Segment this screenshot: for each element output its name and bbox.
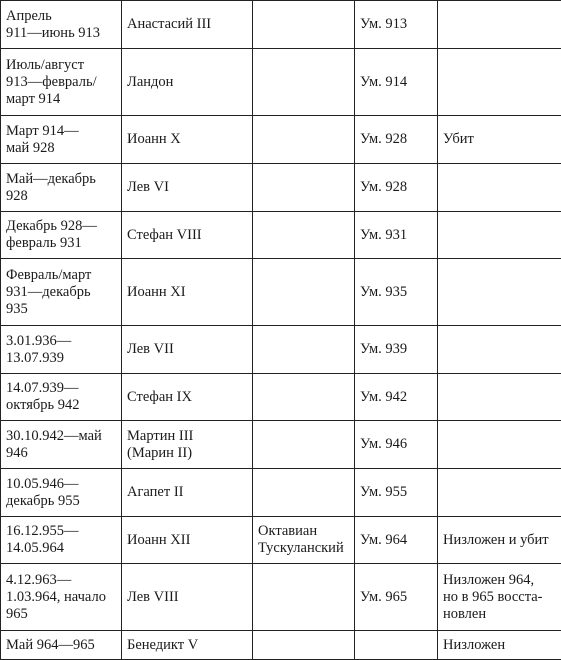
patron-cell xyxy=(253,212,355,259)
table-row xyxy=(1,421,561,469)
fate-cell: Ум. 928 xyxy=(355,116,438,164)
fate-cell: Ум. 942 xyxy=(355,374,438,421)
period-cell: 10.05.946— декабрь 955 xyxy=(1,469,122,517)
table-row xyxy=(1,326,561,374)
pope-cell: Агапет II xyxy=(122,469,253,517)
table-row xyxy=(1,49,561,116)
patron-cell xyxy=(253,116,355,164)
note-cell xyxy=(438,421,561,469)
period-cell: Апрель 911—июнь 913 xyxy=(1,1,122,49)
table-row xyxy=(1,1,561,49)
fate-cell: Ум. 935 xyxy=(355,259,438,326)
note-cell xyxy=(438,326,561,374)
note-cell xyxy=(438,164,561,212)
table-row xyxy=(1,517,561,564)
period-cell: 30.10.942—май 946 xyxy=(1,421,122,469)
period-cell: 4.12.963— 1.03.964, начало 965 xyxy=(1,564,122,631)
patron-cell: Октавиан Тускуланский xyxy=(253,517,355,564)
table-row xyxy=(1,469,561,517)
note-cell xyxy=(438,469,561,517)
table-row xyxy=(1,631,561,660)
table-row xyxy=(1,116,561,164)
fate-cell: Ум. 931 xyxy=(355,212,438,259)
patron-cell xyxy=(253,564,355,631)
table-row xyxy=(1,212,561,259)
pope-cell: Лев VI xyxy=(122,164,253,212)
period-cell: 16.12.955— 14.05.964 xyxy=(1,517,122,564)
table-row xyxy=(1,164,561,212)
table-row xyxy=(1,259,561,326)
note-cell: Низложен 964, но в 965 восста- новлен xyxy=(438,564,561,631)
pope-cell: Лев VII xyxy=(122,326,253,374)
fate-cell: Ум. 914 xyxy=(355,49,438,116)
fate-cell: Ум. 965 xyxy=(355,564,438,631)
pope-cell: Бенедикт V xyxy=(122,631,253,660)
pope-cell: Иоанн XII xyxy=(122,517,253,564)
pope-cell: Стефан VIII xyxy=(122,212,253,259)
patron-cell xyxy=(253,1,355,49)
period-cell: Февраль/март 931—декабрь 935 xyxy=(1,259,122,326)
fate-cell: Ум. 946 xyxy=(355,421,438,469)
pope-cell: Лев VIII xyxy=(122,564,253,631)
table-row xyxy=(1,564,561,631)
period-cell: Май 964—965 xyxy=(1,631,122,660)
pope-cell: Мартин III (Марин II) xyxy=(122,421,253,469)
note-cell xyxy=(438,212,561,259)
note-cell: Низложен xyxy=(438,631,561,660)
patron-cell xyxy=(253,326,355,374)
pope-cell: Иоанн XI xyxy=(122,259,253,326)
note-cell: Низложен и убит xyxy=(438,517,561,564)
pope-cell: Анастасий III xyxy=(122,1,253,49)
period-cell: 14.07.939— октябрь 942 xyxy=(1,374,122,421)
fate-cell: Ум. 928 xyxy=(355,164,438,212)
period-cell: Июль/август 913—февраль/ март 914 xyxy=(1,49,122,116)
note-cell xyxy=(438,374,561,421)
fate-cell: Ум. 955 xyxy=(355,469,438,517)
period-cell: 3.01.936— 13.07.939 xyxy=(1,326,122,374)
table-row xyxy=(1,374,561,421)
fate-cell: Ум. 964 xyxy=(355,517,438,564)
fate-cell xyxy=(355,631,438,660)
patron-cell xyxy=(253,49,355,116)
note-cell xyxy=(438,259,561,326)
note-cell xyxy=(438,1,561,49)
fate-cell: Ум. 913 xyxy=(355,1,438,49)
patron-cell xyxy=(253,421,355,469)
pope-cell: Иоанн X xyxy=(122,116,253,164)
pope-cell: Стефан IX xyxy=(122,374,253,421)
patron-cell xyxy=(253,374,355,421)
period-cell: Май—декабрь 928 xyxy=(1,164,122,212)
patron-cell xyxy=(253,469,355,517)
period-cell: Март 914— май 928 xyxy=(1,116,122,164)
note-cell: Убит xyxy=(438,116,561,164)
period-cell: Декабрь 928— февраль 931 xyxy=(1,212,122,259)
pope-cell: Ландон xyxy=(122,49,253,116)
note-cell xyxy=(438,49,561,116)
fate-cell: Ум. 939 xyxy=(355,326,438,374)
patron-cell xyxy=(253,259,355,326)
patron-cell xyxy=(253,164,355,212)
patron-cell xyxy=(253,631,355,660)
